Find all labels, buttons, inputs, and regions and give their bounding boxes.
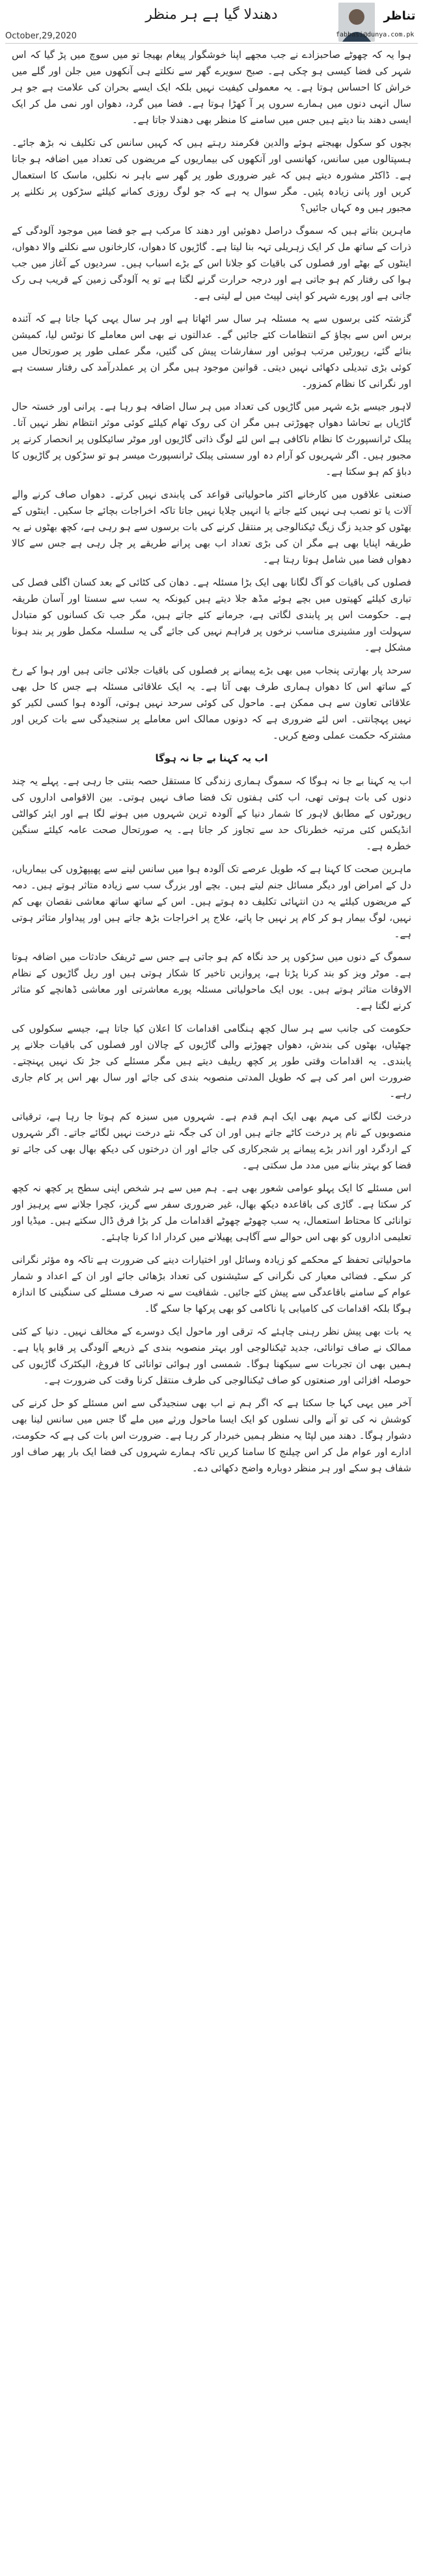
publish-date: October,29,2020 [5,31,77,41]
column-header [0,0,423,42]
column-logo [379,3,420,27]
paragraph: حکومت کی جانب سے ہر سال کچھ ہنگامی اقدامات کا اعلان کیا جاتا ہے، جیسے سکولوں کی چھٹیاں، بھٹوں کی بندش، دھواں چھوڑنے والی گاڑیوں کے چالان اور فصلوں کی باقیات جلانے پر پابندی۔ یہ اقدامات وقتی طور پر کچھ ریلیف دیتے ہیں مگر مسئلے کی جڑ تک نہیں پہنچتے۔ ضرورت اس امر کی ہے کہ طویل المدتی منصوبہ بندی کی جائے اور سال بھر اس پر کام جاری رہے۔ [12,1023,411,1099]
paragraph: درخت لگانے کی مہم بھی ایک اہم قدم ہے۔ شہروں میں سبزہ کم ہوتا جا رہا ہے، ترقیاتی منصوبوں کے نام پر درخت کاٹے جاتے ہیں اور ان کی جگہ نئے درخت نہیں لگائے جاتے۔ اگر شہروں کے اردگرد اور اندر بڑے پیمانے پر شجرکاری کی جائے اور ان درختوں کی دیکھ بھال بھی کی جائے تو فضا کو بہتر بنانے میں مدد مل سکتی ہے۔ [12,1111,411,1171]
paragraph: یہ بات بھی پیش نظر رہنی چاہئے کہ ترقی اور ماحول ایک دوسرے کے مخالف نہیں۔ دنیا کے کئی ممالک نے صاف توانائی، جدید ٹیکنالوجی اور بہتر منصوبہ بندی کے ذریعے آلودگی پر قابو پایا ہے۔ ہمیں بھی ان تجربات سے سیکھنا ہوگا۔ شمسی اور ہوائی توانائی کا فروغ، الیکٹرک گاڑیوں کی حوصلہ افزائی اور صنعتوں کو صاف ٹیکنالوجی کی طرف منتقل کرنا وقت کی ضرورت ہے۔ [12,1325,411,1386]
paragraph: ماحولیاتی تحفظ کے محکمے کو زیادہ وسائل اور اختیارات دینے کی ضرورت ہے تاکہ وہ مؤثر نگرانی کر سکے۔ فضائی معیار کی نگرانی کے سٹیشنوں کی تعداد بڑھائی جائے اور ان کے اعداد و شمار عوام کے سامنے باقاعدگی سے پیش کئے جائیں۔ شفافیت سے نہ صرف مسئلے کی سنگینی کا اندازہ ہوگا بلکہ اقدامات کی کامیابی یا ناکامی کو بھی پرکھا جا سکے گا۔ [12,1254,411,1314]
column-title: دھندلا گیا ہے ہر منظر [145,7,278,23]
header-divider [5,43,418,44]
paragraph: بچوں کو سکول بھیجتے ہوئے والدین فکرمند رہتے ہیں کہ کہیں سانس کی تکلیف نہ بڑھ جائے۔ ہسپتالوں میں سانس، کھانسی اور آنکھوں کی بیماریوں کے مریضوں کی تعداد میں اضافہ ہو جاتا ہے۔ ڈاکٹر مشورہ دیتے ہیں کہ غیر ضروری طور پر گھر سے باہر نہ نکلیں، ماسک کا استعمال کریں اور پانی زیادہ پئیں۔ مگر سوال یہ ہے کہ جو لوگ روزی کمانے کیلئے سڑکوں پر نکلنے پر مجبور ہیں وہ کہاں جائیں؟ [12,137,411,214]
logo-badge-icon [379,3,420,27]
paragraph: سموگ کے دنوں میں سڑکوں پر حد نگاہ کم ہو جاتی ہے جس سے ٹریفک حادثات میں اضافہ ہوتا ہے۔ موٹر ویز کو بند کرنا پڑتا ہے، پروازیں تاخیر کا شکار ہوتی ہیں اور ریل گاڑیوں کے نظام الاوقات متاثر ہوتے ہیں۔ یوں ایک ماحولیاتی مسئلہ پورے معاشرتی اور معاشی ڈھانچے کو متاثر کرنے لگتا ہے۔ [12,951,411,1012]
paragraph: فصلوں کی باقیات کو آگ لگانا بھی ایک بڑا مسئلہ ہے۔ دھان کی کٹائی کے بعد کسان اگلی فصل کی تیاری کیلئے کھیتوں میں بچے ہوئے مڈھ جلا دیتے ہیں کیونکہ یہ سب سے سستا اور آسان طریقہ ہے۔ حکومت اس پر پابندی لگاتی ہے، جرمانے کئے جاتے ہیں، مگر جب تک کسانوں کو متبادل سہولت اور مشینری مناسب نرخوں پر فراہم نہیں کی جائے گی یہ سلسلہ مکمل طور پر بند ہونا مشکل ہے۔ [12,576,411,653]
paragraph: سرحد پار بھارتی پنجاب میں بھی بڑے پیمانے پر فصلوں کی باقیات جلائی جاتی ہیں اور ہوا کے رخ کے ساتھ اس کا دھواں ہماری طرف بھی آتا ہے۔ یہ ایک علاقائی مسئلہ ہے جس کا حل بھی علاقائی تعاون سے ہی ممکن ہے۔ ماحول کی کوئی سرحد نہیں ہوتی، آلودہ ہوا کسی لکیر کو نہیں پہچانتی۔ اس لئے ضروری ہے کہ دونوں ممالک اس معاملے پر سنجیدگی سے بات کریں اور مشترکہ حکمت عملی وضع کریں۔ [12,664,411,741]
paragraph: اس مسئلے کا ایک پہلو عوامی شعور بھی ہے۔ ہم میں سے ہر شخص اپنی سطح پر کچھ نہ کچھ کر سکتا ہے۔ گاڑی کی باقاعدہ دیکھ بھال، غیر ضروری سفر سے گریز، کچرا جلانے سے پرہیز اور توانائی کا محتاط استعمال، یہ سب چھوٹے چھوٹے اقدامات مل کر بڑا فرق ڈال سکتے ہیں۔ میڈیا اور تعلیمی اداروں کو بھی اس حوالے سے آگاہی پھیلانے میں کردار ادا کرنا چاہئے۔ [12,1182,411,1243]
paragraph: ماہرین صحت کا کہنا ہے کہ طویل عرصے تک آلودہ ہوا میں سانس لینے سے پھیپھڑوں کی بیماریاں، دل کے امراض اور دیگر مسائل جنم لیتے ہیں۔ بچے اور بزرگ سب سے زیادہ متاثر ہوتے ہیں۔ دمہ کے مریضوں کیلئے یہ دن انتہائی تکلیف دہ ہوتے ہیں۔ اس کے ساتھ ساتھ معاشی نقصان بھی کم نہیں، لوگ بیمار ہو کر کام پر نہیں جا پاتے، علاج پر اخراجات بڑھ جاتے ہیں اور پیداوار متاثر ہوتی ہے۔ [12,863,411,940]
paragraph: لاہور جیسے بڑے شہر میں گاڑیوں کی تعداد میں ہر سال اضافہ ہو رہا ہے۔ پرانی اور خستہ حال گاڑیاں بے تحاشا دھواں چھوڑتی ہیں مگر ان کی روک تھام کیلئے کوئی موثر انتظام نظر نہیں آتا۔ پبلک ٹرانسپورٹ کا نظام ناکافی ہے اس لئے لوگ ذاتی گاڑیوں اور موٹر سائیکلوں پر انحصار کرنے پر مجبور ہیں۔ اگر شہریوں کو آرام دہ اور سستی پبلک ٹرانسپورٹ میسر ہو تو سڑکوں پر گاڑیوں کا دباؤ کم ہو سکتا ہے۔ [12,401,411,477]
author-email[interactable]: fabbasi@dunya.com.pk [336,31,415,38]
paragraph: آخر میں یہی کہا جا سکتا ہے کہ اگر ہم نے اب بھی سنجیدگی سے اس مسئلے کو حل کرنے کی کوشش نہ کی تو آنے والی نسلوں کو ایک ایسا ماحول ورثے میں ملے گا جس میں سانس لینا بھی دشوار ہوگا۔ دھند میں لپٹا یہ منظر ہمیں خبردار کر رہا ہے۔ ضرورت اس بات کی ہے کہ حکومت، ادارے اور عوام مل کر اس چیلنج کا سامنا کریں تاکہ ہمارے شہروں کی فضا ایک بار پھر صاف اور شفاف ہو سکے اور ہر منظر دوبارہ واضح دکھائی دے۔ [12,1397,411,1474]
paragraph: اب یہ کہنا بے جا نہ ہوگا کہ سموگ ہماری زندگی کا مستقل حصہ بنتی جا رہی ہے۔ پہلے یہ چند دنوں کی بات ہوتی تھی، اب کئی ہفتوں تک فضا صاف نہیں ہوتی۔ بین الاقوامی اداروں کی رپورٹوں کے مطابق لاہور کا شمار دنیا کے آلودہ ترین شہروں میں ہونے لگا ہے اور ایئر کوالٹی انڈیکس کئی مرتبہ خطرناک حد سے تجاوز کر جاتا ہے۔ یہ صورتحال صحت عامہ کیلئے سنگین خطرہ ہے۔ [12,775,411,852]
paragraph: صنعتی علاقوں میں کارخانے اکثر ماحولیاتی قواعد کی پابندی نہیں کرتے۔ دھواں صاف کرنے والے آلات یا تو نصب ہی نہیں کئے جاتے یا انہیں چلایا نہیں جاتا تاکہ اخراجات بچائے جا سکیں۔ اینٹوں کے بھٹوں کو جدید زگ زیگ ٹیکنالوجی پر منتقل کرنے کی بات برسوں سے ہو رہی ہے، کچھ بھٹوں نے یہ طریقہ اپنایا بھی ہے مگر ان کی بڑی تعداد اب بھی پرانے طریقے پر چل رہی ہے جس سے کالا دھواں فضا میں شامل ہوتا رہتا ہے۔ [12,488,411,565]
paragraph: گزشتہ کئی برسوں سے یہ مسئلہ ہر سال سر اٹھاتا ہے اور ہر سال یہی کہا جاتا ہے کہ آئندہ برس اس سے بچاؤ کے انتظامات کئے جائیں گے۔ عدالتوں نے بھی اس معاملے کا نوٹس لیا، کمیشن بنائے گئے، رپورٹیں مرتب ہوئیں اور سفارشات پیش کی گئیں، مگر عملی طور پر صورتحال میں کوئی بڑی تبدیلی دکھائی نہیں دیتی۔ قوانین موجود ہیں مگر ان پر عملدرآمد کی رفتار سست ہے اور نگرانی کا نظام کمزور۔ [12,313,411,389]
article-subheading: اب یہ کہنا بے جا نہ ہوگا [155,752,268,764]
logo-text: تناظر [383,9,416,23]
article-body [12,47,411,2568]
paragraph: ہوا یہ کہ چھوٹے صاحبزادے نے جب مجھے اپنا خوشگوار پیغام بھیجا تو میں سوچ میں پڑ گیا کہ اس شہر کی فضا کیسی ہو چکی ہے۔ صبح سویرے گھر سے نکلتے ہی آنکھوں میں جلن اور گلے میں خراش کا احساس ہوتا ہے۔ یہ معمولی کیفیت نہیں بلکہ ایک ایسے بحران کی علامت ہے جو ہر سال انہی دنوں میں ہمارے سروں پر آ کھڑا ہوتا ہے۔ فضا میں گرد، دھواں اور نمی مل کر ایک ایسی دھند بنا دیتے ہیں جس میں سامنے کا منظر بھی دھندلا جاتا ہے۔ [12,49,411,126]
paragraph: ماہرین بتاتے ہیں کہ سموگ دراصل دھوئیں اور دھند کا مرکب ہے جو فضا میں موجود آلودگی کے ذرات کے ساتھ مل کر ایک زہریلی تہہ بنا لیتا ہے۔ گاڑیوں کا دھواں، کارخانوں سے نکلنے والا دھواں، اینٹوں کے بھٹے اور فصلوں کی باقیات کو جلانا اس کے بڑے اسباب ہیں۔ سردیوں کے آغاز میں جب ہوا کی رفتار کم ہو جاتی ہے اور درجہ حرارت گرنے لگتا ہے تو یہ آلودگی زمین کے قریب ہی رک جاتی ہے اور پورے شہر کو اپنی لپیٹ میں لے لیتی ہے۔ [12,225,411,302]
